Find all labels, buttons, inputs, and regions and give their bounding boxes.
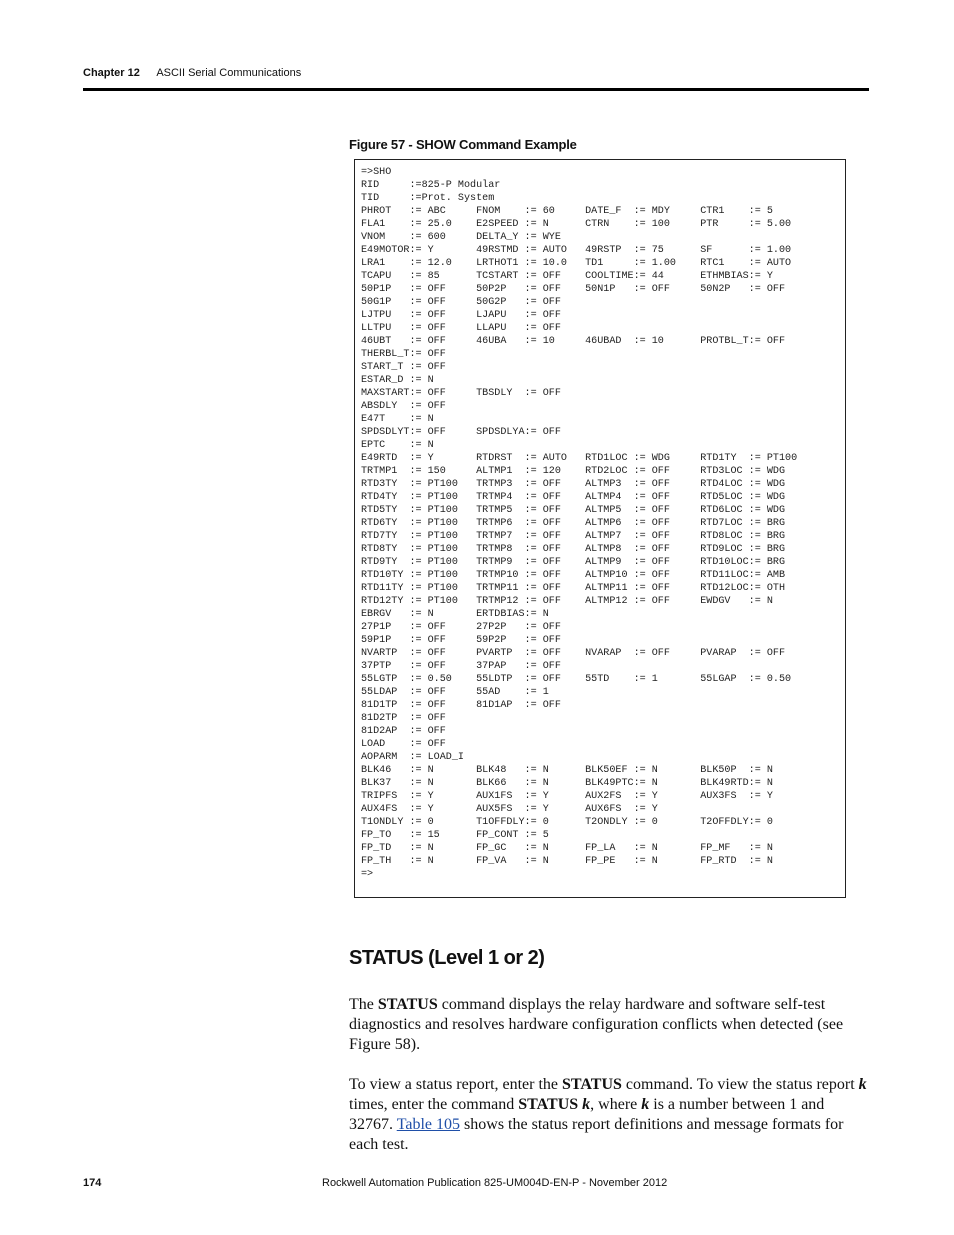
code-line: RTD6TY := PT100 TRTMP6 := OFF ALTMP6 := OFF RTD7LOC := BRG xyxy=(361,518,786,529)
code-line: RTD10TY := PT100 TRTMP10 := OFF ALTMP10 := OFF RTD11LOC:= AMB xyxy=(361,570,786,581)
code-line: TRTMP1 := 150 ALTMP1 := 120 RTD2LOC := OFF RTD3LOC := WDG xyxy=(361,466,786,477)
code-line: 59P1P := OFF 59P2P := OFF xyxy=(361,635,561,646)
code-line: ABSDLY := OFF xyxy=(361,401,446,412)
text-run: command displays the relay hardware and software self-test diagnostics and resolves hardware configuration conflicts when detected (see Figure 58). xyxy=(349,996,844,1053)
section-heading: STATUS (Level 1 or 2) xyxy=(349,947,545,969)
code-line: 50G1P := OFF 50G2P := OFF xyxy=(361,297,561,308)
running-header xyxy=(83,67,301,79)
text-run: To view a status report, enter the xyxy=(349,1076,563,1093)
command-keyword: STATUS xyxy=(377,996,438,1013)
code-line: 55LGTP := 0.50 55LDTP := OFF 55TD := 1 55LGAP := 0.50 xyxy=(361,674,792,685)
code-line: AUX4FS := Y AUX5FS := Y AUX6FS := Y xyxy=(361,804,658,815)
text-run: times, enter the command xyxy=(349,1096,519,1113)
code-line: RTD11TY := PT100 TRTMP11 := OFF ALTMP11 := OFF RTD12LOC:= OTH xyxy=(361,583,786,594)
code-line: RTD7TY := PT100 TRTMP7 := OFF ALTMP7 := OFF RTD8LOC := BRG xyxy=(361,531,786,542)
code-line: 81D2TP := OFF xyxy=(361,713,446,724)
publication-footer: Rockwell Automation Publication 825-UM004D-EN-P - November 2012 xyxy=(322,1177,668,1189)
code-line: => xyxy=(361,869,374,880)
text-run: is a number between 1 and 32767. xyxy=(349,1096,825,1133)
code-line: FP_TO := 15 FP_CONT := 5 xyxy=(361,830,549,841)
code-line: E49MOTOR:= Y 49RSTMD := AUTO 49RSTP := 75 SF := 1.00 xyxy=(361,245,792,256)
code-line: EPTC := N xyxy=(361,440,434,451)
code-line: 81D2AP := OFF xyxy=(361,726,446,737)
table-105-link[interactable]: Table 105 xyxy=(396,1116,461,1133)
code-line: PHROT := ABC FNOM := 60 DATE_F := MDY CTR1 := 5 xyxy=(361,206,773,217)
code-line: NVARTP := OFF PVARTP := OFF NVARAP := OFF PVARAP := OFF xyxy=(361,648,786,659)
code-line: RTD8TY := PT100 TRTMP8 := OFF ALTMP8 := OFF RTD9LOC := BRG xyxy=(361,544,786,555)
code-line: TCAPU := 85 TCSTART := OFF COOLTIME:= 44 ETHMBIAS:= Y xyxy=(361,271,773,282)
code-line: 55LDAP := OFF 55AD := 1 xyxy=(361,687,549,698)
paragraph-status-usage xyxy=(349,1075,869,1155)
parameter-k: k xyxy=(578,1096,591,1113)
code-line: THERBL_T:= OFF xyxy=(361,349,446,360)
code-line: 46UBT := OFF 46UBA := 10 46UBAD := 10 PROTBL_T:= OFF xyxy=(361,336,786,347)
text-run: , where xyxy=(590,1096,642,1113)
show-command-output xyxy=(361,166,797,881)
code-line: LOAD := OFF xyxy=(361,739,446,750)
code-line: SPDSDLYT:= OFF SPDSDLYA:= OFF xyxy=(361,427,561,438)
paragraph-status-description xyxy=(349,995,869,1055)
code-line: RTD12TY := PT100 TRTMP12 := OFF ALTMP12 := OFF EWDGV := N xyxy=(361,596,773,607)
code-line: START_T := OFF xyxy=(361,362,446,373)
header-rule xyxy=(83,88,869,91)
command-keyword: STATUS xyxy=(562,1076,622,1093)
code-line: 27P1P := OFF 27P2P := OFF xyxy=(361,622,561,633)
text-run: command. To view the status report xyxy=(621,1076,859,1093)
code-line: RTD4TY := PT100 TRTMP4 := OFF ALTMP4 := OFF RTD5LOC := WDG xyxy=(361,492,786,503)
code-listing-box xyxy=(354,159,846,898)
code-line: MAXSTART:= OFF TBSDLY := OFF xyxy=(361,388,561,399)
code-line: =>SHO xyxy=(361,167,392,178)
code-line: RID :=825-P Modular xyxy=(361,180,501,191)
code-line: FLA1 := 25.0 E2SPEED := N CTRN := 100 PTR := 5.00 xyxy=(361,219,792,230)
text-run: The xyxy=(349,996,378,1013)
code-line: LJTPU := OFF LJAPU := OFF xyxy=(361,310,561,321)
code-line: LRA1 := 12.0 LRTHOT1 := 10.0 TD1 := 1.00 RTC1 := AUTO xyxy=(361,258,792,269)
page-number: 174 xyxy=(83,1177,102,1189)
code-line: EBRGV := N ERTDBIAS:= N xyxy=(361,609,549,620)
code-line: RTD3TY := PT100 TRTMP3 := OFF ALTMP3 := OFF RTD4LOC := WDG xyxy=(361,479,786,490)
code-line: 50P1P := OFF 50P2P := OFF 50N1P := OFF 50N2P := OFF xyxy=(361,284,786,295)
code-line: BLK37 := N BLK66 := N BLK49PTC:= N BLK49RTD:= N xyxy=(361,778,773,789)
code-line: RTD5TY := PT100 TRTMP5 := OFF ALTMP5 := OFF RTD6LOC := WDG xyxy=(361,505,786,516)
code-line: AOPARM := LOAD_I xyxy=(361,752,464,763)
code-line: T1ONDLY := 0 T1OFFDLY:= 0 T2ONDLY := 0 T2OFFDLY:= 0 xyxy=(361,817,773,828)
chapter-label: Chapter 12 xyxy=(83,67,140,79)
code-line: BLK46 := N BLK48 := N BLK50EF := N BLK50P := N xyxy=(361,765,773,776)
text-run: shows the status report definitions and message formats for each test. xyxy=(349,1116,844,1153)
code-line: VNOM := 600 DELTA_Y := WYE xyxy=(361,232,561,243)
code-line: 37PTP := OFF 37PAP := OFF xyxy=(361,661,561,672)
code-line: TRIPFS := Y AUX1FS := Y AUX2FS := Y AUX3FS := Y xyxy=(361,791,773,802)
code-line: E49RTD := Y RTDRST := AUTO RTD1LOC := WDG RTD1TY := PT100 xyxy=(361,453,798,464)
code-line: LLTPU := OFF LLAPU := OFF xyxy=(361,323,561,334)
code-line: FP_TD := N FP_GC := N FP_LA := N FP_MF := N xyxy=(361,843,773,854)
code-line: FP_TH := N FP_VA := N FP_PE := N FP_RTD := N xyxy=(361,856,773,867)
code-line: ESTAR_D := N xyxy=(361,375,434,386)
figure-caption: Figure 57 - SHOW Command Example xyxy=(349,137,577,152)
code-line: 81D1TP := OFF 81D1AP := OFF xyxy=(361,700,561,711)
code-line: RTD9TY := PT100 TRTMP9 := OFF ALTMP9 := OFF RTD10LOC:= BRG xyxy=(361,557,786,568)
code-line: TID :=Prot. System xyxy=(361,193,495,204)
parameter-k: k xyxy=(641,1096,650,1113)
parameter-k: k xyxy=(858,1076,867,1093)
code-line: E47T := N xyxy=(361,414,434,425)
chapter-title: ASCII Serial Communications xyxy=(156,67,302,79)
command-keyword: STATUS xyxy=(518,1096,579,1113)
